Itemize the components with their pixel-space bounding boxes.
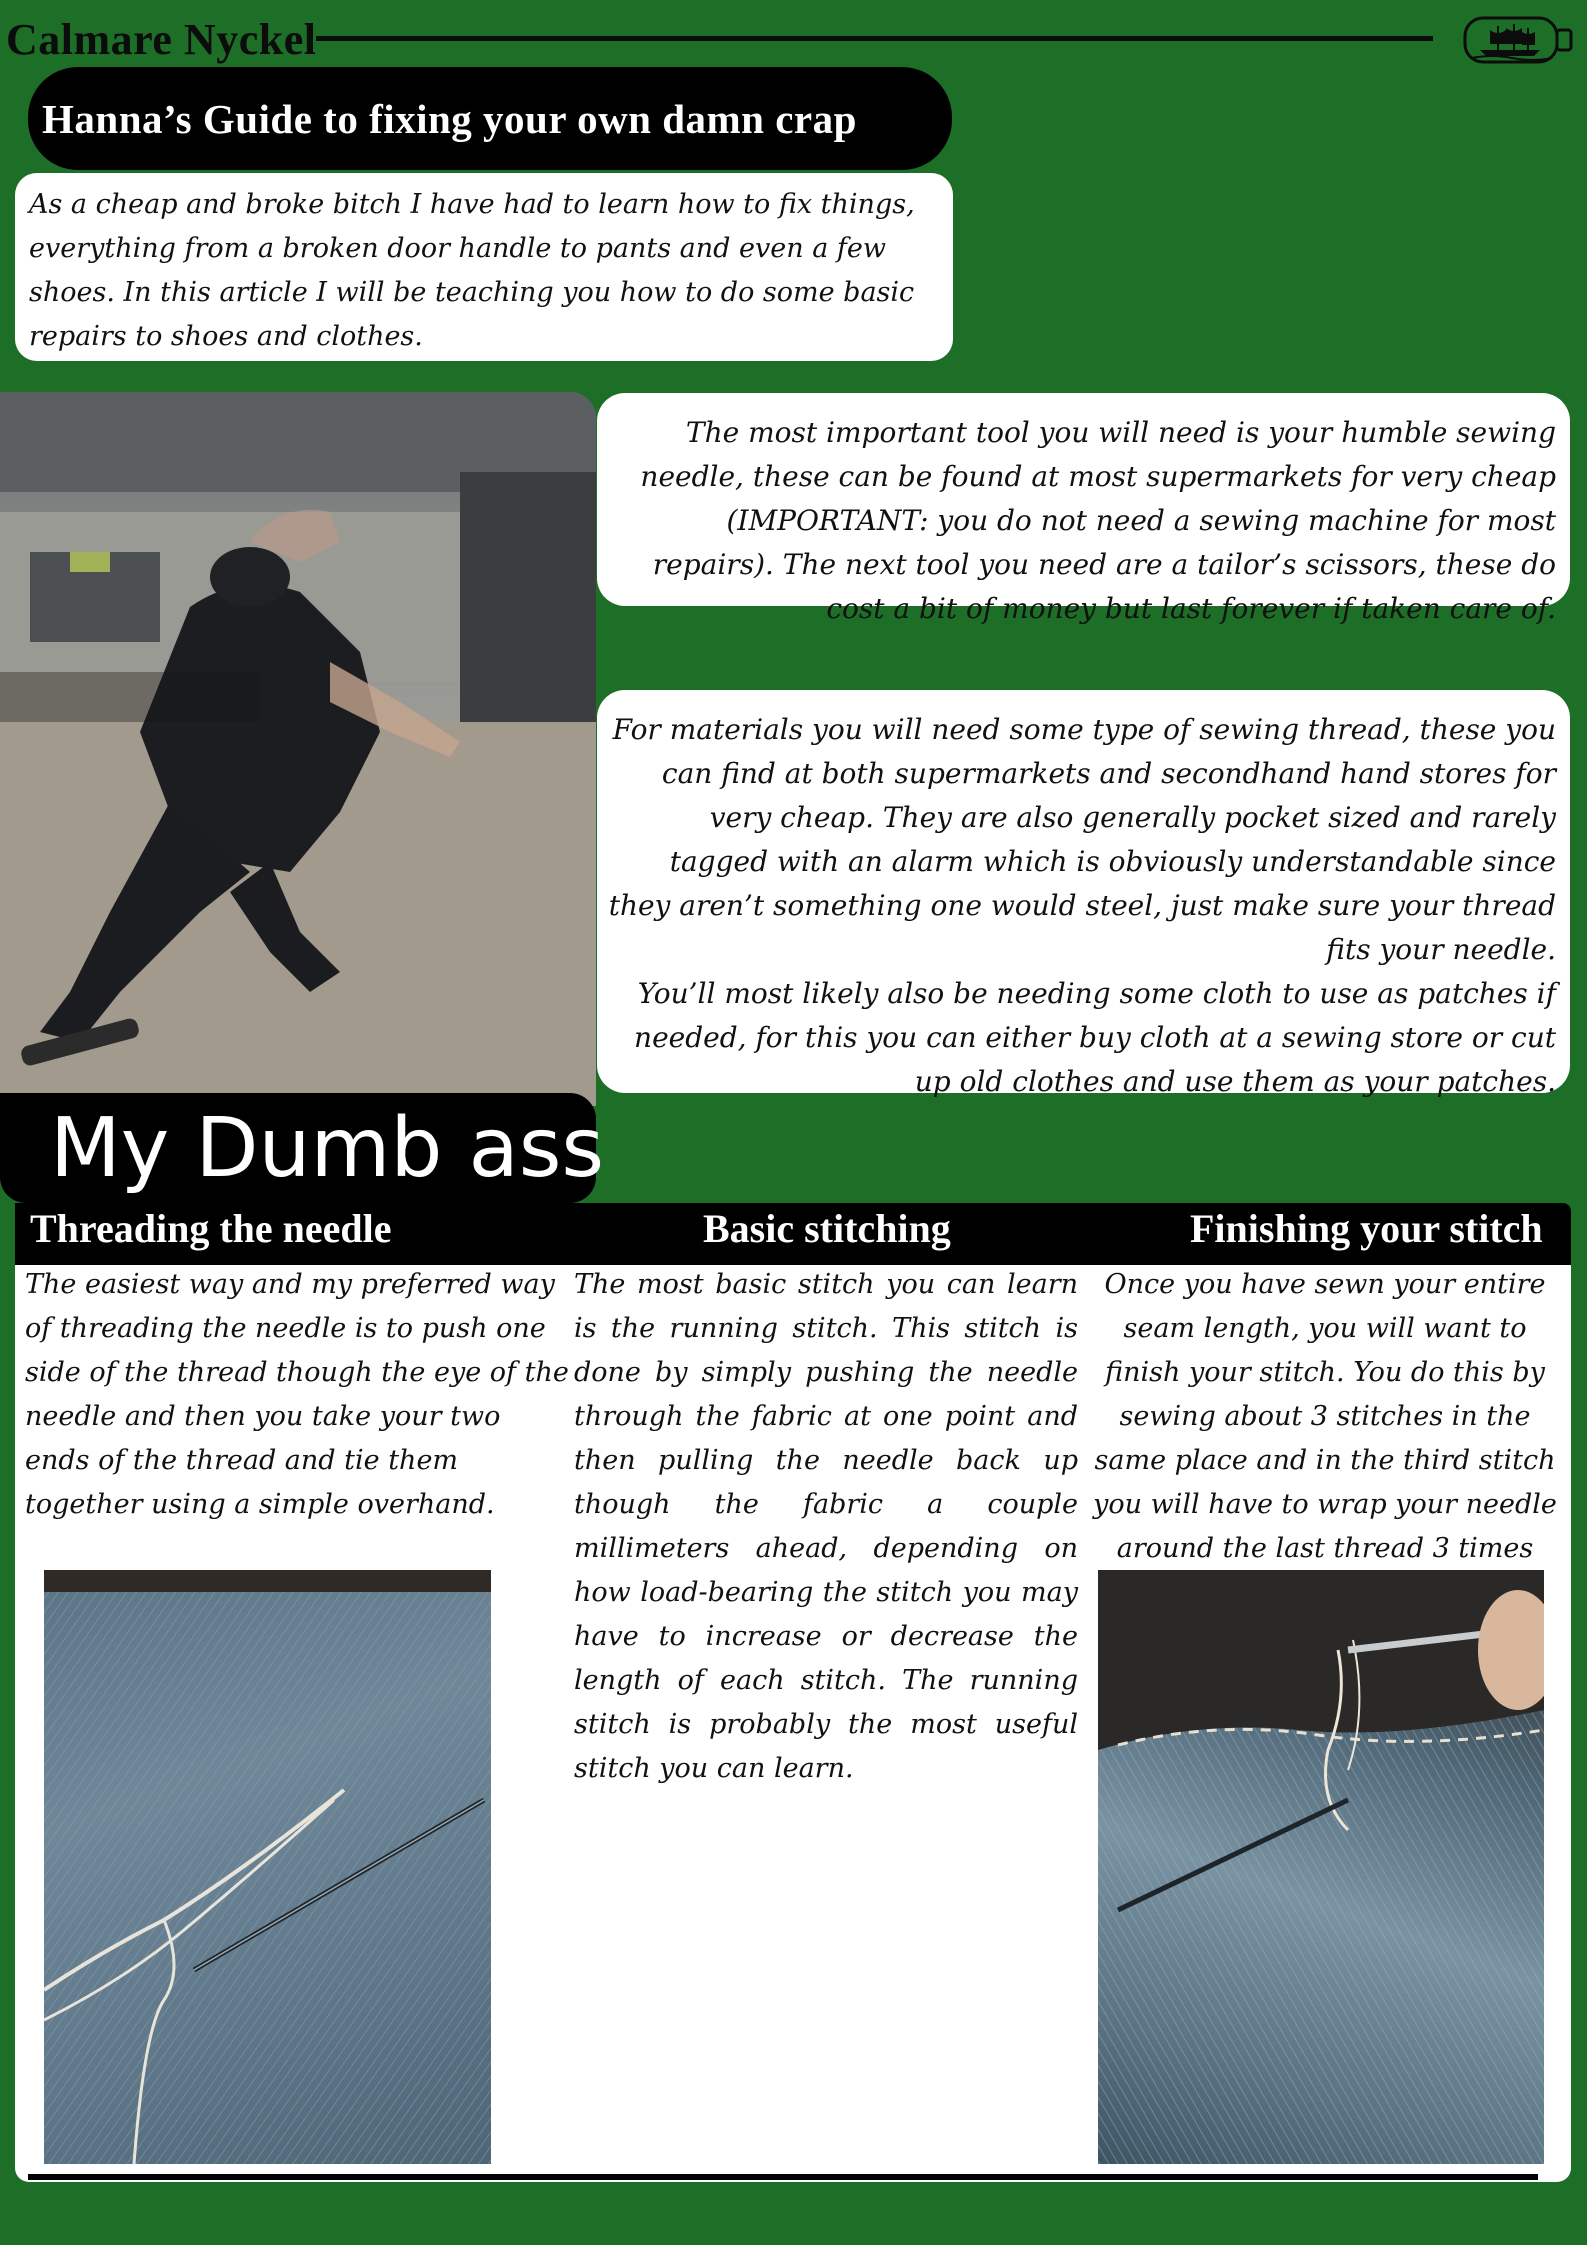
heading-finishing: Finishing your stitch <box>1190 1206 1543 1251</box>
threading-paragraph: The easiest way and my preferred way of threading the needle is to push one side of the thread though the eye of the needle and then you take your two ends of the thread and tie them together using a simple overhand. <box>25 1269 569 1520</box>
materials-paragraph-2: You’ll most likely also be needing some cloth to use as patches if needed, for this you can either buy cloth at a sewing store or cut up old clothes and use them as your patches. <box>634 977 1556 1098</box>
bottom-rule <box>28 2174 1538 2180</box>
intro-paragraph: As a cheap and broke bitch I have had to learn how to fix things, everything from a broken door handle to pants and even a few shoes. In this article I will be teaching you how to do some basic repairs to shoes and clothes. <box>15 173 953 361</box>
photo-caption-banner <box>0 1093 605 1203</box>
article-title: Hanna’s Guide to fixing your own damn crap <box>42 95 857 142</box>
magazine-name: Calmare Nyckel <box>6 15 317 64</box>
materials-paragraph-1: For materials you will need some type of sewing thread, these you can find at both supermarkets and secondhand hand stores for very cheap. They are also generally pocket sized and rarely tagged with an alarm which is obviously understandable since they aren’t something one would steel, just make sure your thread fits your needle. <box>608 713 1556 966</box>
materials-box <box>597 690 1570 1098</box>
tools-paragraph: The most important tool you will need is your humble sewing needle, these can be found at most supermarkets for very cheap (IMPORTANT: you do not need a sewing machine for most repairs). The next tool you need are a tailor’s scissors, these do cost a bit of money but last forever if taken care of. <box>597 393 1570 606</box>
basic-stitching-paragraph: The most basic stitch you can learn is the running stitch. This stitch is done by simply pushing the needle through the fabric at one point and then pulling the needle back up though the fabric a couple millimeters ahead, depending on how load-bearing the stitch you may have to increase or decrease the length of each stitch. The running stitch is probably the most useful stitch you can learn. <box>574 1269 1078 1784</box>
threaded-needle-photo <box>44 1570 491 2164</box>
skateboarding-photo <box>0 392 596 1106</box>
heading-threading: Threading the needle <box>30 1206 392 1251</box>
header-rule <box>316 36 1433 41</box>
ship-in-bottle-icon <box>1462 14 1574 66</box>
heading-basic-stitching: Basic stitching <box>703 1206 951 1251</box>
finishing-paragraph: Once you have sewn your entire seam length, you will want to finish your stitch. You do this by sewing about 3 stitches in the same place and in the third stitch you will have to wrap your needle around the last thread 3 times <box>1093 1269 1557 1564</box>
article-title-banner <box>28 67 952 170</box>
photo-caption: My Dumb ass <box>50 1100 605 1196</box>
finished-stitch-photo <box>1098 1570 1544 2164</box>
